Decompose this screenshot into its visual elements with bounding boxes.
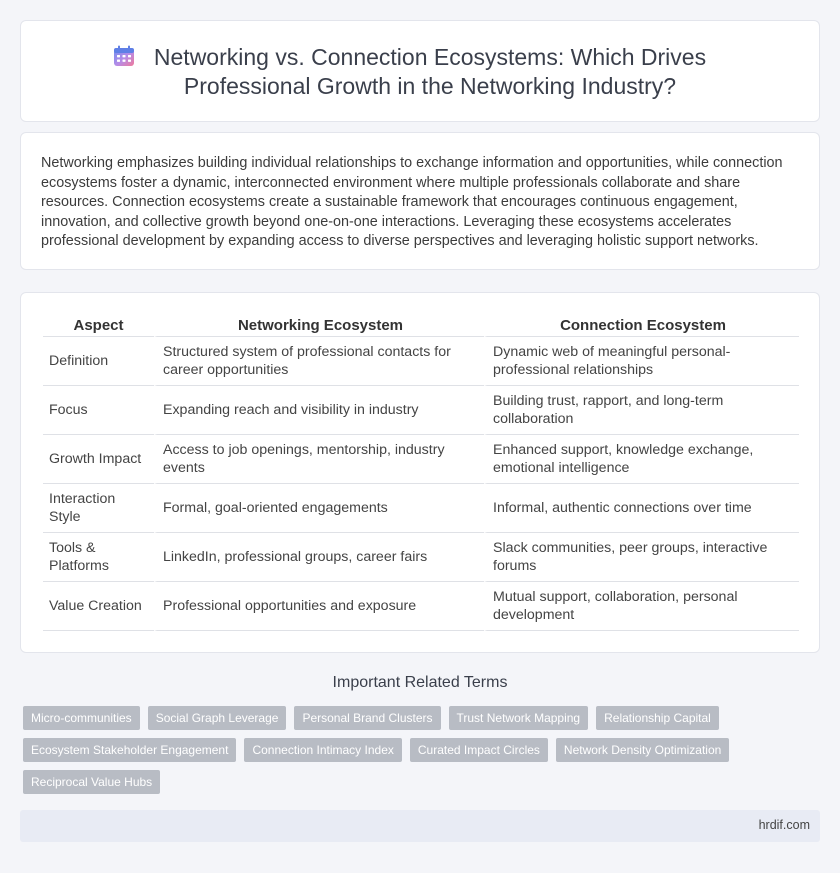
table-row xyxy=(43,484,799,533)
table-row xyxy=(43,337,799,386)
table-row xyxy=(43,386,799,435)
aspect-cell: Value Creation xyxy=(43,582,154,631)
aspect-cell: Definition xyxy=(43,337,154,386)
header-connection-ecosystem: Connection Ecosystem xyxy=(484,315,799,337)
table-row xyxy=(43,435,799,484)
networking-cell: Structured system of professional contacts for career opportunities xyxy=(154,337,484,386)
comparison-card xyxy=(20,292,820,653)
header-aspect: Aspect xyxy=(43,315,154,337)
connection-cell: Informal, authentic connections over time xyxy=(484,484,799,533)
aspect-cell: Growth Impact xyxy=(43,435,154,484)
aspect-cell: Tools & Platforms xyxy=(43,533,154,582)
table-row xyxy=(43,582,799,631)
related-term-tag[interactable]: Micro-communities xyxy=(23,706,140,730)
related-term-tag[interactable]: Curated Impact Circles xyxy=(410,738,548,762)
related-term-tag[interactable]: Network Density Optimization xyxy=(556,738,729,762)
footer-site: hrdif.com xyxy=(758,818,810,832)
intro-card xyxy=(20,132,820,270)
related-term-tag[interactable]: Connection Intimacy Index xyxy=(244,738,401,762)
footer-bar xyxy=(20,810,820,842)
related-term-tag[interactable]: Trust Network Mapping xyxy=(449,706,589,730)
table-row xyxy=(43,533,799,582)
connection-cell: Dynamic web of meaningful personal-professional relationships xyxy=(484,337,799,386)
related-term-tag[interactable]: Ecosystem Stakeholder Engagement xyxy=(23,738,236,762)
table-header-row xyxy=(43,315,799,337)
aspect-cell: Interaction Style xyxy=(43,484,154,533)
aspect-cell: Focus xyxy=(43,386,154,435)
related-term-tag[interactable]: Relationship Capital xyxy=(596,706,719,730)
connection-cell: Enhanced support, knowledge exchange, emotional intelligence xyxy=(484,435,799,484)
header-networking-ecosystem: Networking Ecosystem xyxy=(154,315,484,337)
connection-cell: Slack communities, peer groups, interactive forums xyxy=(484,533,799,582)
networking-cell: Expanding reach and visibility in industry xyxy=(154,386,484,435)
related-term-tag[interactable]: Social Graph Leverage xyxy=(148,706,287,730)
intro-paragraph: Networking emphasizes building individual relationships to exchange information and opportunities, while connection ecosystems foster a dynamic, interconnected environment where multiple professionals collaborate and share resources. Connection ecosystems create a sustainable framework that encourages continuous engagement, innovation, and collective growth beyond one-on-one interactions. Leveraging these ecosystems accelerates professional development by expanding access to diverse perspectives and leveraging holistic support networks. xyxy=(41,155,783,249)
related-terms-list xyxy=(23,706,783,794)
connection-cell: Mutual support, collaboration, personal development xyxy=(484,582,799,631)
networking-cell: Access to job openings, mentorship, industry events xyxy=(154,435,484,484)
related-term-tag[interactable]: Reciprocal Value Hubs xyxy=(23,770,160,794)
networking-cell: Formal, goal-oriented engagements xyxy=(154,484,484,533)
page-title: Networking vs. Connection Ecosystems: Which Drives Professional Growth in the Networking Industry? xyxy=(153,44,707,99)
related-terms-title: Important Related Terms xyxy=(332,674,508,691)
connection-cell: Building trust, rapport, and long-term collaboration xyxy=(484,386,799,435)
networking-cell: LinkedIn, professional groups, career fairs xyxy=(154,533,484,582)
title-card xyxy=(20,20,820,122)
comparison-table xyxy=(43,315,799,631)
related-term-tag[interactable]: Personal Brand Clusters xyxy=(294,706,440,730)
networking-cell: Professional opportunities and exposure xyxy=(154,582,484,631)
